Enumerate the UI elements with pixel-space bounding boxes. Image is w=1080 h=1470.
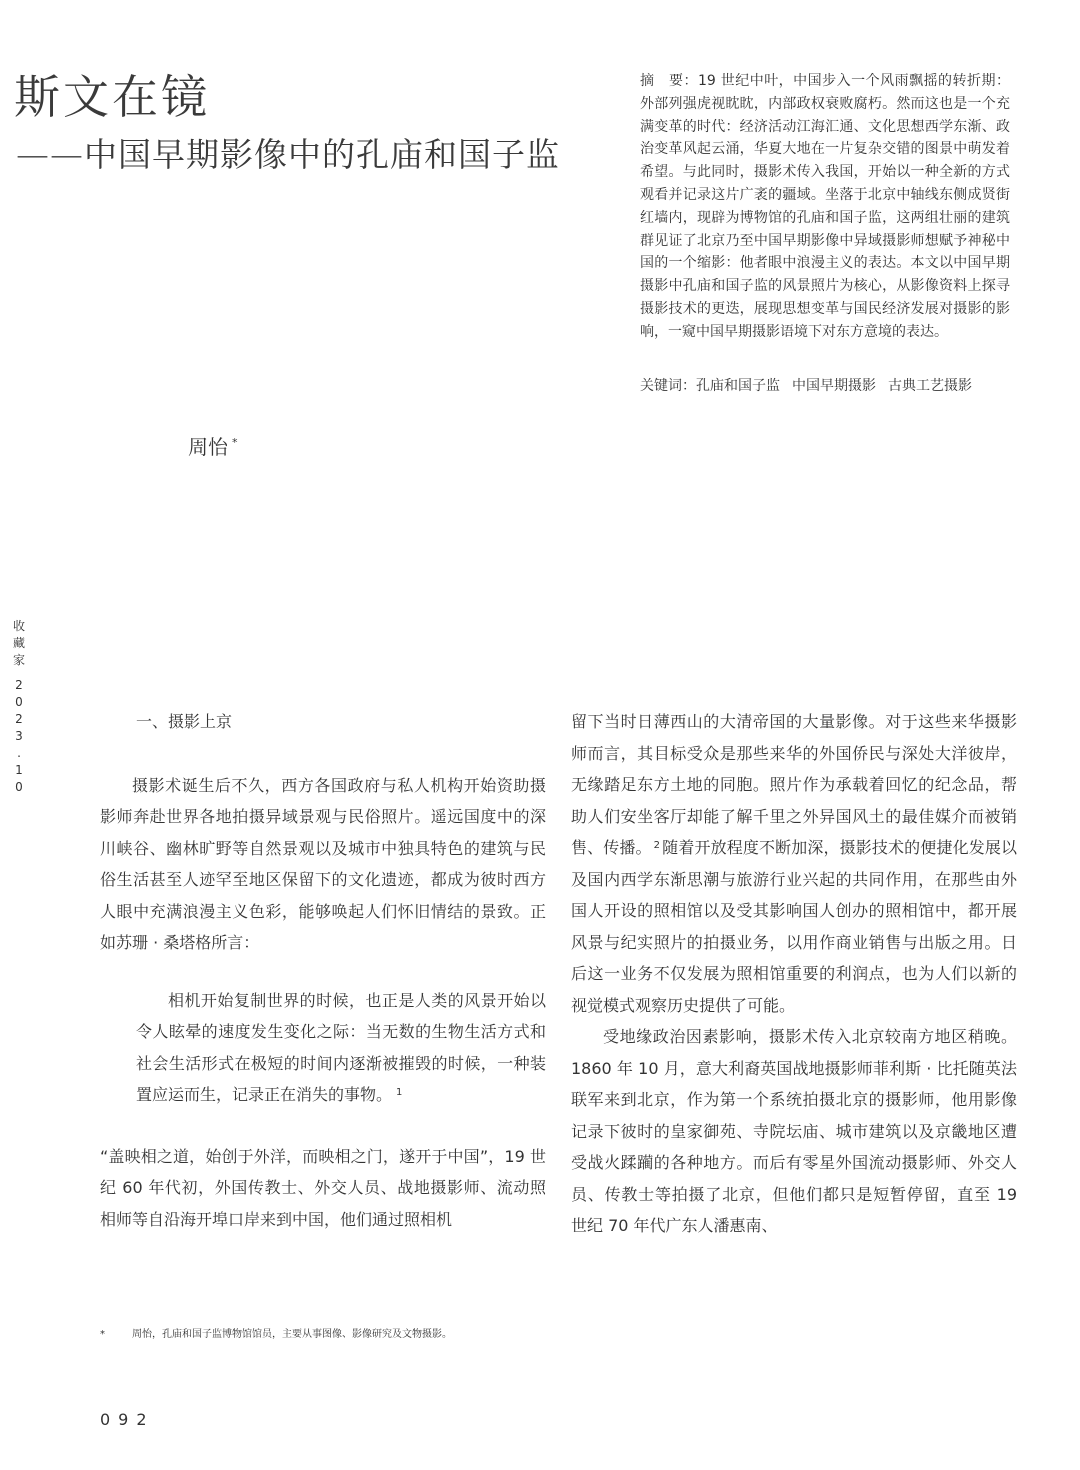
side-mark-char: 2 <box>15 712 23 726</box>
keywords-label: 关键词： <box>640 378 696 394</box>
page-number: 092 <box>100 1410 155 1429</box>
side-mark-char: 收 <box>12 619 25 633</box>
body-paragraph <box>571 706 1017 1021</box>
footnote-ref: 1 <box>396 1087 403 1098</box>
author-mark: * <box>232 436 238 449</box>
side-mark-char: . <box>17 746 21 760</box>
block-quote <box>100 985 546 1111</box>
body-paragraph: 受地缘政治因素影响，摄影术传入北京较南方地区稍晚。1860 年 10 月，意大利裔英国战地摄影师菲利斯 · 比托随英法联军来到北京，作为第一个系统拍摄北京的摄影师，他用影像记录下彼时的皇家御苑、寺院坛庙、城市建筑以及京畿地区遭受战火蹂躏的各种地方。而后有零星外国流动摄影师、外交人员、传教士等拍摄了北京，但他们都只是短暂停留，直至 19 世纪 70 年代广东人潘惠南、 <box>571 1027 1017 1235</box>
article-title: 斯文在镜 <box>14 70 210 124</box>
side-mark-char: 藏 <box>12 636 25 650</box>
body-column-left <box>100 706 546 1235</box>
abstract-label: 摘 要： <box>640 73 698 89</box>
keyword-item: 古典工艺摄影 <box>888 378 972 394</box>
quote-text: 相机开始复制世界的时候，也正是人类的风景开始以令人眩晕的速度发生变化之际：当无数的生物生活方式和社会生活形式在极短的时间内逐渐被摧毁的时候，一种装置应运而生，记录正在消失的事物。 <box>136 990 546 1104</box>
side-mark-char <box>12 669 26 677</box>
author-name: 周怡 <box>188 435 228 459</box>
footnote <box>100 1328 700 1342</box>
section-heading: 一、摄影上京 <box>136 712 233 731</box>
article-subtitle: ——中国早期影像中的孔庙和国子监 <box>16 135 560 174</box>
footnote-ref: 2 <box>653 840 661 851</box>
side-mark-char: 0 <box>15 695 23 709</box>
side-mark-char: 3 <box>15 729 23 743</box>
paragraph-text: 留下当时日薄西山的大清帝国的大量影像。对于这些来华摄影师而言，其目标受众是那些来华的外国侨民与深处大洋彼岸，无缘踏足东方土地的同胞。照片作为承载着回忆的纪念品，帮助人们安坐客厅却能了解千里之外异国风土的最佳媒介而被销售、传播。 <box>571 712 1017 857</box>
side-mark-char: 家 <box>12 653 25 667</box>
abstract-text: 19 世纪中叶，中国步入一个风雨飘摇的转折期：外部列强虎视眈眈，内部政权衰败腐朽。然而这也是一个充满变革的时代：经济活动江海汇通、文化思想西学东渐、政治变革风起云涌，华夏大地在一片复杂交错的图景中萌发着希望。与此同时，摄影术传入我国，开始以一种全新的方式观看并记录这片广袤的疆域。坐落于北京中轴线东侧成贤街红墙内，现辟为博物馆的孔庙和国子监，这两组壮丽的建筑群见证了北京乃至中国早期影像中异域摄影师想赋予神秘中国的一个缩影：他者眼中浪漫主义的表达。本文以中国早期摄影中孔庙和国子监的风景照片为核心，从影像资料上探寻摄影技术的更迭，展现思想变革与国民经济发展对摄影的影响，一窥中国早期摄影语境下对东方意境的表达。 <box>640 73 1011 340</box>
body-paragraph: “盖映相之道，始创于外洋，而映相之门，遂开于中国”，19 世纪 60 年代初，外国传教士、外交人员、战地摄影师、流动照相师等自沿海开埠口岸来到中国，他们通过照相机 <box>100 1146 546 1229</box>
abstract <box>640 70 1010 344</box>
keywords <box>640 375 1020 397</box>
body-paragraph: 摄影术诞生后不久，西方各国政府与私人机构开始资助摄影师奔赴世界各地拍摄异域景观与民俗照片。遥远国度中的深川峡谷、幽林旷野等自然景观以及城市中独具特色的建筑与民俗生活甚至人迹罕至地区保留下的文化遗迹，都成为彼时西方人眼中充满浪漫主义色彩，能够唤起人们怀旧情结的景致。正如苏珊 · 桑塔格所言： <box>100 775 546 952</box>
author <box>188 437 238 457</box>
keyword-item: 孔庙和国子监 <box>696 378 780 394</box>
footnote-text: 周怡，孔庙和国子监博物馆馆员，主要从事图像、影像研究及文物摄影。 <box>132 1329 452 1340</box>
paragraph-text: 随着开放程度不断加深，摄影技术的便捷化发展以及国内西学东渐思潮与旅游行业兴起的共同作用，在那些由外国人开设的照相馆以及受其影响国人创办的照相馆中，都开展风景与纪实照片的拍摄业务，以用作商业销售与出版之用。日后这一业务不仅发展为照相馆重要的利润点，也为人们以新的视觉模式观察历史提供了可能。 <box>571 838 1017 1015</box>
footnote-mark: * <box>100 1329 105 1340</box>
side-mark-char: 0 <box>15 780 23 794</box>
side-mark-char: 1 <box>15 763 23 777</box>
side-mark-char: 2 <box>15 678 23 692</box>
journal-side-mark <box>12 618 26 796</box>
keyword-item: 中国早期摄影 <box>792 378 876 394</box>
body-column-right <box>571 706 1017 1242</box>
